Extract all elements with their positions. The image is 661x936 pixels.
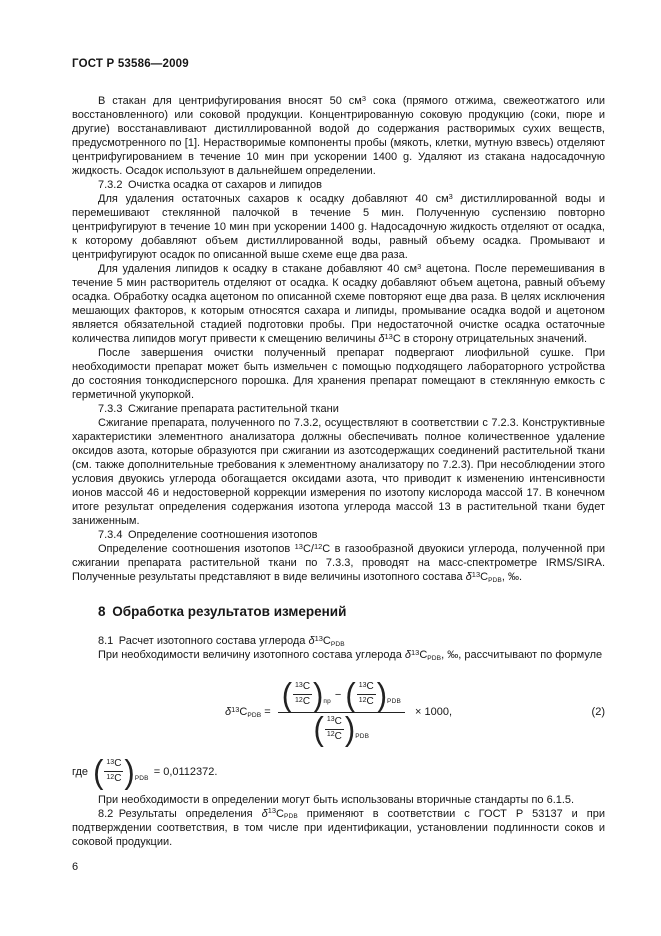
paragraph: После завершения очистки полученный препарат подвергают лиофильной сушке. При необходимости препарат может быть измельчен с помощью подходящего лабораторного устройства до состояния тонкодисперсного порошка. Для хранения препарат помещают в стеклянную емкость с герметичной укупоркой.: [72, 347, 605, 401]
isotope-ratio-standard: [93, 752, 149, 790]
fraction-column: [104, 758, 123, 785]
formula-block: [72, 669, 605, 755]
fraction-top: $^{13}$C: [293, 681, 312, 695]
ratio-subscript: пр: [323, 698, 331, 705]
fraction-column: [357, 681, 376, 708]
where-label: где: [72, 765, 89, 778]
fraction-bottom: $^{12}$C: [106, 773, 122, 784]
formula-legend: [72, 752, 605, 790]
subsection-heading: 7.3.3 Сжигание препарата растительной ткани: [98, 403, 339, 415]
mass-number-12: 12: [358, 696, 367, 704]
equation-number: (2): [591, 706, 605, 718]
isotope-ratio-sample: [281, 675, 331, 713]
chapter-heading: 8 Обработка результатов измерений: [98, 604, 347, 619]
paragraph: При необходимости в определении могут быть использованы вторичные стандарты по 6.1.5.: [98, 793, 575, 806]
document-body-top: [72, 94, 605, 662]
isotope-ratio-standard: [313, 709, 370, 748]
paragraph: Для удаления остаточных сахаров к осадку добавляют 40 $см^3$ дистиллированной воды и перемешивают стеклянной палочкой в течение 5 мин. Полученную суспензию повторно центрифугируют в течение 10 мин при ускорении 1400 g. Надосадочную жидкость отделяют от осадка, к которому добавляют объем дистиллированной воды, равный объему осадка. Промывают и центрифугируют осадок по описанной выше схеме еще два раза.: [72, 191, 605, 261]
fraction-top: $^{13}$C: [357, 681, 376, 695]
isotope-ratio-fraction: ( $^{13}$C $^{12}$C ) пр: [281, 675, 331, 713]
document-standard-number: ГОСТ Р 53586—2009: [72, 58, 189, 70]
paragraph: Для удаления липидов к осадку в стакане добавляют 40 $см^3$ ацетона. После перемешивания в течение 5 мин растворитель отделяют от осадка. К осадку добавляют объем ацетона, равный объему осадка. Обработку осадка ацетоном по описанной схеме повторяют еще два раза. В целях исключения мешающих факторов, к которым относятся сахара и липиды, промывание осадка водой и ацетоном является обязательной стадией подготовки пробы. При недостаточной очистке осадка остаточные количества липидов могут привести к смещению величины $\delta^{13}C$ в сторону отрицательных значений.: [72, 261, 605, 345]
paragraph: В стакан для центрифугирования вносят 50 $см^3$ сока (прямого отжима, свежеотжатого или восстановленного) или соковой продукции. Концентрированную соковую продукцию (соки, пюре и другие) восстанавливают дистиллированной водой до содержания растворимых сухих веществ, предусмотренного по [1]. Нерастворимые компоненты пробы (мякоть, клетки, мутную взвесь) отделяют центрифугированием в течение 10 мин при ускорении 1400 g. Удаляют из стакана надосадочную жидкость. Осадок используют в дальнейшем определении.: [72, 93, 606, 177]
isotope-ratio-fraction: ( $^{13}$C $^{12}$C ) PDB: [93, 752, 149, 790]
fraction-column: [325, 716, 344, 743]
fraction-bottom: $^{12}$C: [295, 696, 311, 707]
page-content: [72, 57, 605, 874]
paragraph: Сжигание препарата, полученного по 7.3.2, осуществляют в соответствии с 7.2.3. Конструктивные характеристики элементного анализатора должны обеспечивать полное количественное удаление оксидов азота, которые образуются при сжигании из азотсодержащих соединений растительной ткани (см. также дополнительные требования к элементному анализатору по 7.2.3). При несоблюдении этого условия двуокись углерода обогащается оксидами азота, что приводит к изменению интенсивности ионов массой 46 и недостоверной коррекции измерения по изотопу кислорода массой 17. В конечном итоге результат определения содержания изотопа углерода массой 13 в растительной ткани будет заниженным.: [72, 417, 605, 527]
mass-number-12: 12: [326, 731, 335, 739]
minus-sign: −: [334, 688, 342, 701]
mass-number-13: 13: [295, 681, 303, 689]
formula-multiplier: × 1000,: [415, 706, 453, 718]
formula-lhs: $\delta^{13}C_{PDB}$ =: [224, 704, 271, 719]
fraction-top: $^{13}$C: [104, 758, 123, 772]
formula-numerator: [278, 675, 405, 713]
mass-number-13: 13: [358, 681, 367, 689]
fraction-bottom: $^{12}$C: [358, 696, 374, 707]
document-body-bottom: [72, 793, 605, 849]
isotope-ratio-standard: [345, 675, 402, 713]
isotope-ratio-fraction: ( $^{13}$C $^{12}$C ) PDB: [345, 675, 402, 713]
ratio-subscript: PDB: [387, 698, 402, 705]
formula: [224, 675, 453, 748]
mass-number-12: 12: [106, 773, 115, 781]
ratio-subscript: PDB: [355, 732, 370, 740]
subsection-heading: 7.3.4 Определение соотношения изотопов: [98, 529, 318, 541]
fraction-bottom: $^{12}$C: [326, 730, 342, 742]
fraction-column: [293, 681, 312, 708]
subsection-heading: 7.3.2 Очистка осадка от сахаров и липидов: [98, 179, 323, 191]
page-number: 6: [72, 860, 79, 873]
ratio-subscript: PDB: [134, 775, 149, 782]
where-value: = 0,0112372.: [153, 765, 218, 778]
mass-number-13: 13: [106, 758, 115, 766]
mass-number-12: 12: [295, 696, 303, 704]
mass-number-13: 13: [326, 716, 335, 724]
isotope-ratio-fraction: ( $^{13}$C $^{12}$C ) PDB: [313, 709, 370, 748]
paragraph: 8.2 Результаты определения $\delta^{13}C_{PDB}$ применяют в соответствии с ГОСТ Р 53137 и при подтверждении соответствия, в том числе при идентификации, установлении подлинности соков и соковой продукции.: [72, 806, 605, 848]
formula-denominator: [313, 709, 370, 748]
fraction-top: $^{13}$C: [325, 716, 344, 730]
paragraph: 8.1 Расчет изотопного состава углерода $\delta^{13}C_{PDB}$: [98, 633, 345, 648]
paragraph: Определение соотношения изотопов $^{13}$C/$^{12}$C в газообразной двуокиси углерода, полученной при сжигании препарата растительной ткани по 7.3.3, проводят на масс-спектрометре IRMS/SIRA. Полученные результаты представляют в виде величины изотопного состава $\delta^{13}C_{PDB}$, ‰.: [72, 541, 605, 584]
formula-fraction: [278, 675, 405, 748]
paragraph: При необходимости величину изотопного состава углерода $\delta^{13}C_{PDB}$, ‰, рассчитывают по формуле: [98, 647, 603, 662]
